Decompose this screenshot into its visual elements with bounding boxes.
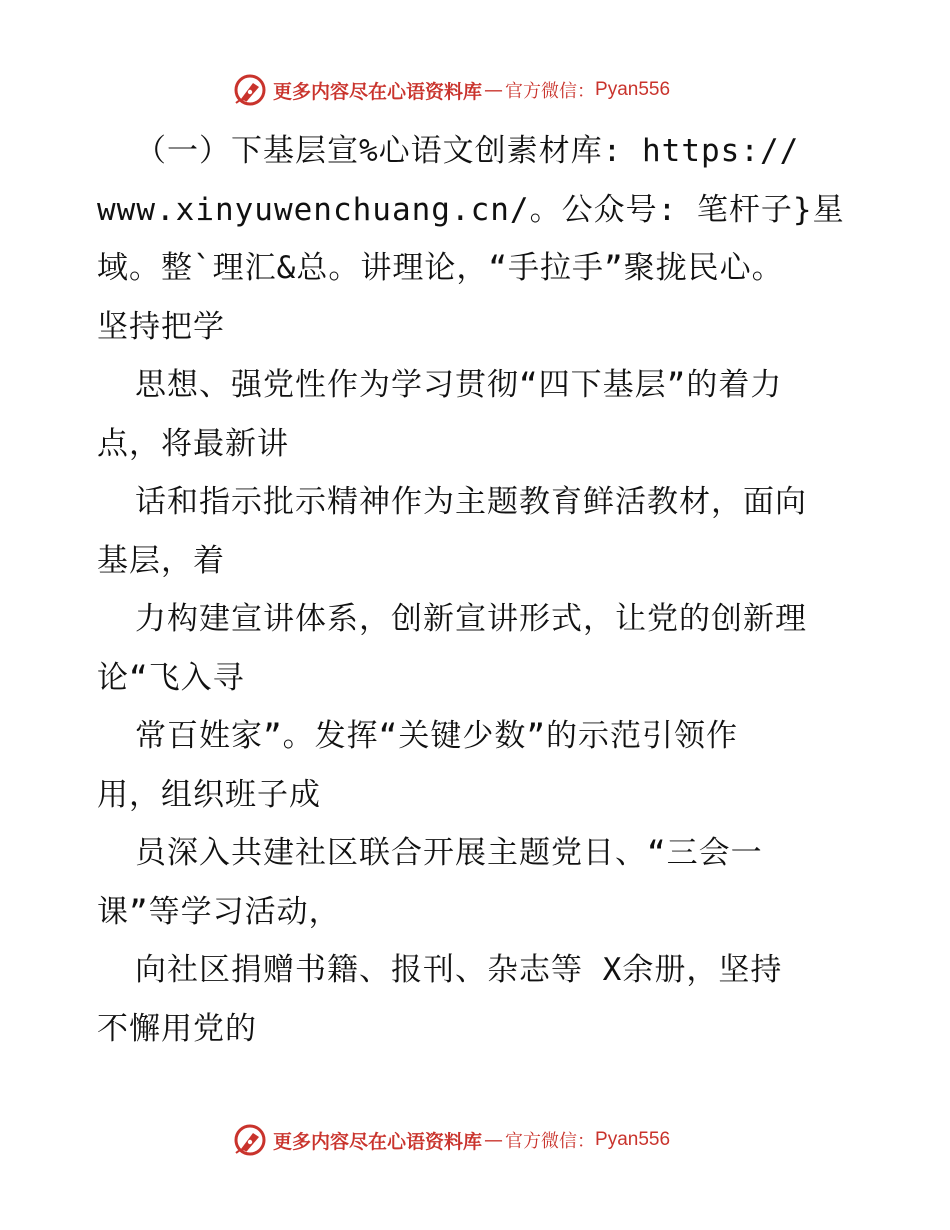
body-line: 员深入共建社区联合开展主题党日、“三会一 xyxy=(135,835,763,871)
body-line: 向社区捐赠书籍、报刊、杂志等 X余册，坚持 xyxy=(135,952,783,988)
body-line: （一）下基层宣%心语文创素材库: https:// xyxy=(135,133,800,169)
pen-nib-logo-icon xyxy=(233,1123,267,1157)
body-line: 点，将最新讲 xyxy=(97,425,289,462)
header-wechat-label: 官方微信： xyxy=(505,81,596,102)
body-line: 基层，着 xyxy=(97,542,225,579)
header-banner-text: 更多内容尽在心语资料库 xyxy=(273,80,483,103)
body-line: 域。整`理汇&总。讲理论，“手拉手”聚拢民心。 xyxy=(97,250,784,286)
footer-banner-text: 更多内容尽在心语资料库 xyxy=(273,1130,483,1153)
body-line: 话和指示批示精神作为主题教育鲜活教材，面向 xyxy=(135,484,807,520)
body-text xyxy=(97,122,857,1058)
body-line: 坚持把学 xyxy=(97,308,225,345)
body-line: www.xinyuwenchuang.cn/。公众号: 笔杆子}星 xyxy=(97,191,845,228)
body-line: 力构建宣讲体系，创新宣讲形式，让党的创新理 xyxy=(135,601,807,637)
body-line: 课”等学习活动， xyxy=(97,893,341,930)
footer-banner xyxy=(233,1120,713,1160)
header-banner-separator: — xyxy=(484,79,504,101)
footer-wechat-label: 官方微信： xyxy=(505,1131,596,1152)
body-line: 常百姓家”。发挥“关键少数”的示范引领作 xyxy=(135,718,738,754)
pen-nib-logo-icon xyxy=(233,73,267,107)
header-banner xyxy=(233,70,713,110)
body-line: 思想、强党性作为学习贯彻“四下基层”的着力 xyxy=(135,367,783,403)
body-line: 不懈用党的 xyxy=(97,1010,257,1047)
footer-banner-separator: — xyxy=(484,1129,504,1151)
body-line: 论“飞入寻 xyxy=(97,659,245,696)
header-wechat-id: Pyan556 xyxy=(595,79,671,100)
footer-wechat-id: Pyan556 xyxy=(595,1129,671,1150)
body-line: 用，组织班子成 xyxy=(97,776,321,813)
